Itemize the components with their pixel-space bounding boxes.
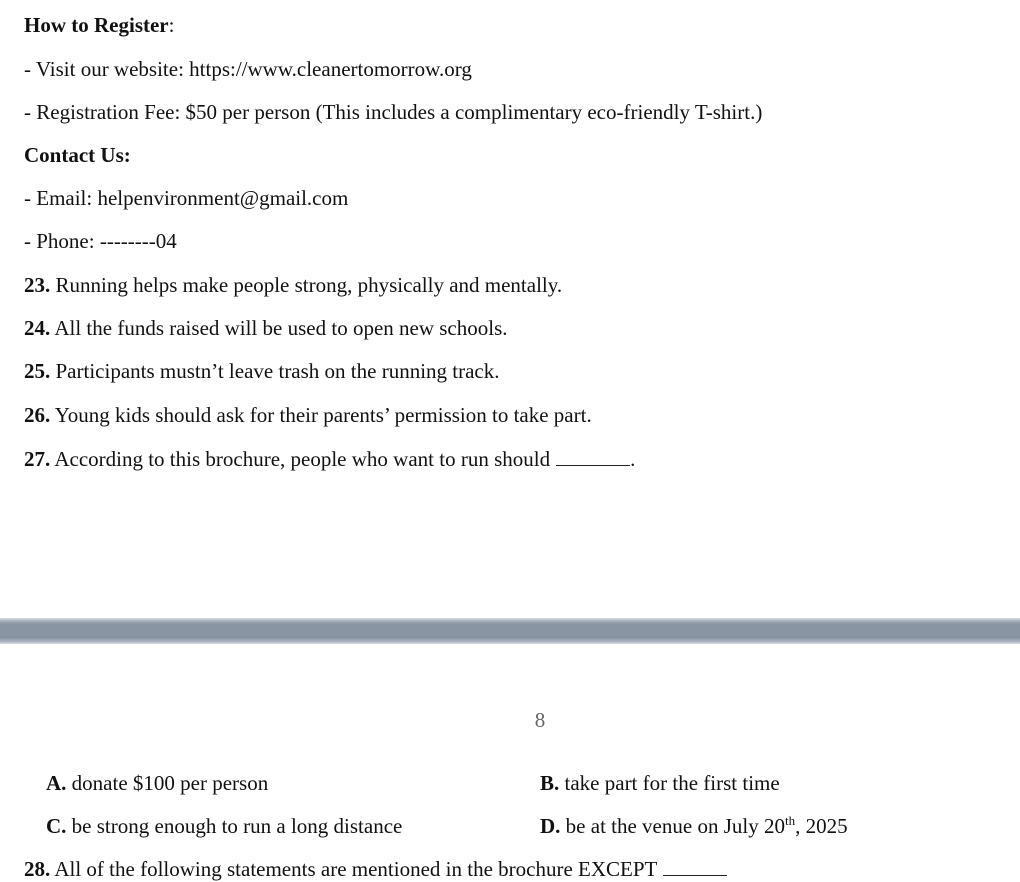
page-break-divider <box>0 618 1020 644</box>
question-25: 25. Participants mustn’t leave trash on the running track. <box>24 359 500 383</box>
answer-blank-28 <box>663 857 727 876</box>
website-line: - Visit our website: https://www.cleanertomorrow.org <box>24 57 472 81</box>
question-28: 28. All of the following statements are mentioned in the brochure EXCEPT <box>24 856 727 882</box>
question-24: 24. All the funds raised will be used to open new schools. <box>24 316 508 340</box>
fee-line: - Registration Fee: $50 per person (This includes a complimentary eco-friendly T-shirt.) <box>24 100 763 124</box>
question-23: 23. Running helps make people strong, physically and mentally. <box>24 273 563 297</box>
question-26: 26. Young kids should ask for their parents’ permission to take part. <box>24 403 592 427</box>
register-heading: How to Register: <box>24 13 175 37</box>
option-d: D. be at the venue on July 20th, 2025 <box>540 813 848 838</box>
page-number: 8 <box>534 708 546 732</box>
answer-blank <box>556 447 630 466</box>
phone-line: - Phone: --------04 <box>24 229 177 253</box>
contact-heading: Contact Us: <box>24 143 131 167</box>
option-a: A. donate $100 per person <box>46 771 269 795</box>
question-27: 27. According to this brochure, people who want to run should . <box>24 447 636 471</box>
email-line: - Email: helpenvironment@gmail.com <box>24 186 349 210</box>
option-c: C. be strong enough to run a long distance <box>46 814 403 838</box>
option-b: B. take part for the first time <box>540 771 780 795</box>
